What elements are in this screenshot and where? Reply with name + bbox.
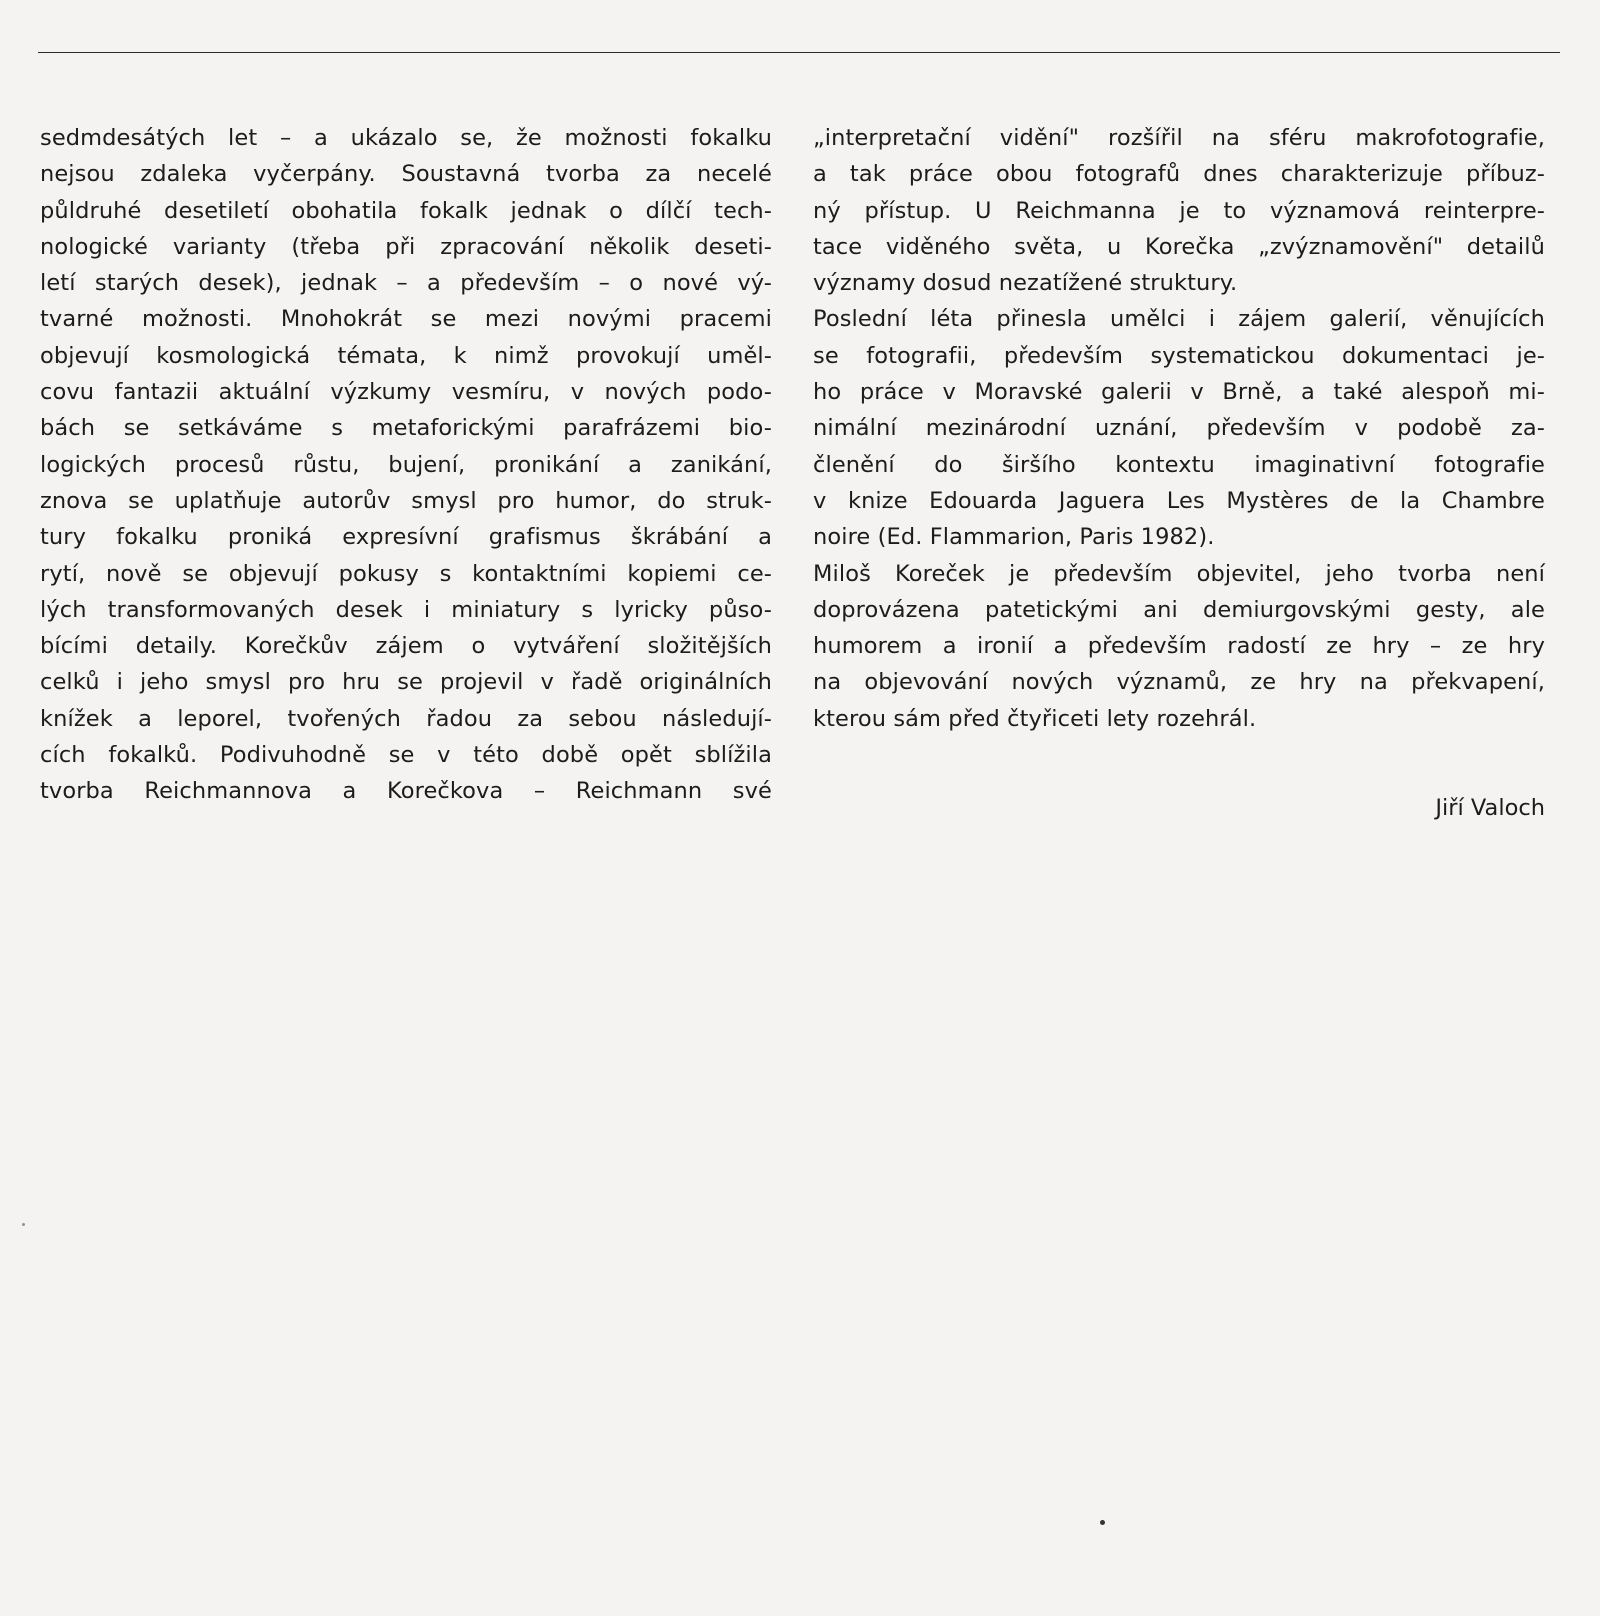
text-line: bách se setkáváme s metaforickými parafrázemi bio- — [40, 415, 772, 442]
text-line: objevují kosmologická témata, k nimž provokují uměl- — [40, 342, 772, 369]
text-line: Poslední léta přinesla umělci i zájem galerií, věnujících — [813, 306, 1545, 333]
text-line: Miloš Koreček je především objevitel, jeho tvorba není — [813, 560, 1545, 587]
right-column — [813, 120, 1545, 737]
text-line: ho práce v Moravské galerii v Brně, a také alespoň mi- — [813, 379, 1545, 406]
text-line: nejsou zdaleka vyčerpány. Soustavná tvorba za necelé — [40, 161, 772, 188]
text-line: bícími detaily. Korečkův zájem o vytváření složitějších — [40, 633, 772, 660]
text-line: „interpretační vidění" rozšířil na sféru makrofotografie, — [813, 125, 1545, 151]
text-line: lých transformovaných desek i miniatury s lyricky půso- — [40, 596, 772, 623]
text-line: logických procesů růstu, bujení, pronikání a zanikání, — [40, 451, 772, 478]
print-speck — [22, 1223, 25, 1226]
print-speck — [1100, 1520, 1105, 1525]
text-line: rytí, nově se objevují pokusy s kontaktními kopiemi ce- — [40, 560, 772, 587]
text-line: letí starých desek), jednak – a především – o nové vý- — [40, 270, 772, 297]
text-line-paragraph-end: noire (Ed. Flammarion, Paris 1982). — [813, 524, 1215, 551]
text-line: členění do širšího kontextu imaginativní fotografie — [813, 451, 1545, 478]
text-line: celků i jeho smysl pro hru se projevil v řadě originálních — [40, 669, 772, 696]
text-line: nologické varianty (třeba při zpracování několik deseti- — [40, 233, 772, 260]
text-line: humorem a ironií a především radostí ze hry – ze hry — [813, 633, 1545, 660]
text-line: tvarné možnosti. Mnohokrát se mezi novými pracemi — [40, 306, 772, 333]
top-rule — [38, 52, 1560, 53]
text-line: v knize Edouarda Jaguera Les Mystères de la Chambre — [813, 487, 1545, 514]
text-line: tace viděného světa, u Korečka „zvýznamovění" detailů — [813, 233, 1545, 260]
text-line: covu fantazii aktuální výzkumy vesmíru, v nových podo- — [40, 379, 772, 406]
text-line: půldruhé desetiletí obohatila fokalk jednak o dílčí tech- — [40, 197, 772, 224]
author-signature: Jiří Valoch — [1435, 795, 1545, 821]
text-line-paragraph-end: významy dosud nezatížené struktury. — [813, 270, 1238, 297]
text-line: znova se uplatňuje autorův smysl pro humor, do struk- — [40, 487, 772, 514]
text-line: knížek a leporel, tvořených řadou za sebou následují- — [40, 705, 772, 732]
text-line: ný přístup. U Reichmanna je to významová reinterpre- — [813, 197, 1545, 224]
text-line: nimální mezinárodní uznání, především v podobě za- — [813, 415, 1545, 442]
text-line: tvorba Reichmannova a Korečkova – Reichmann své — [40, 778, 772, 805]
left-column — [40, 120, 772, 810]
text-line: cích fokalků. Podivuhodně se v této době opět sblížila — [40, 742, 772, 769]
text-line: tury fokalku proniká expresívní grafismus škrábání a — [40, 524, 772, 551]
text-line: doprovázena patetickými ani demiurgovskými gesty, ale — [813, 596, 1545, 623]
text-line-paragraph-end: kterou sám před čtyřiceti lety rozehrál. — [813, 705, 1257, 732]
text-line: se fotografii, především systematickou dokumentaci je- — [813, 342, 1545, 369]
text-line: a tak práce obou fotografů dnes charakterizuje příbuz- — [813, 161, 1545, 188]
text-line: na objevování nových významů, ze hry na překvapení, — [813, 669, 1545, 696]
text-line: sedmdesátých let – a ukázalo se, že možnosti fokalku — [40, 125, 772, 151]
